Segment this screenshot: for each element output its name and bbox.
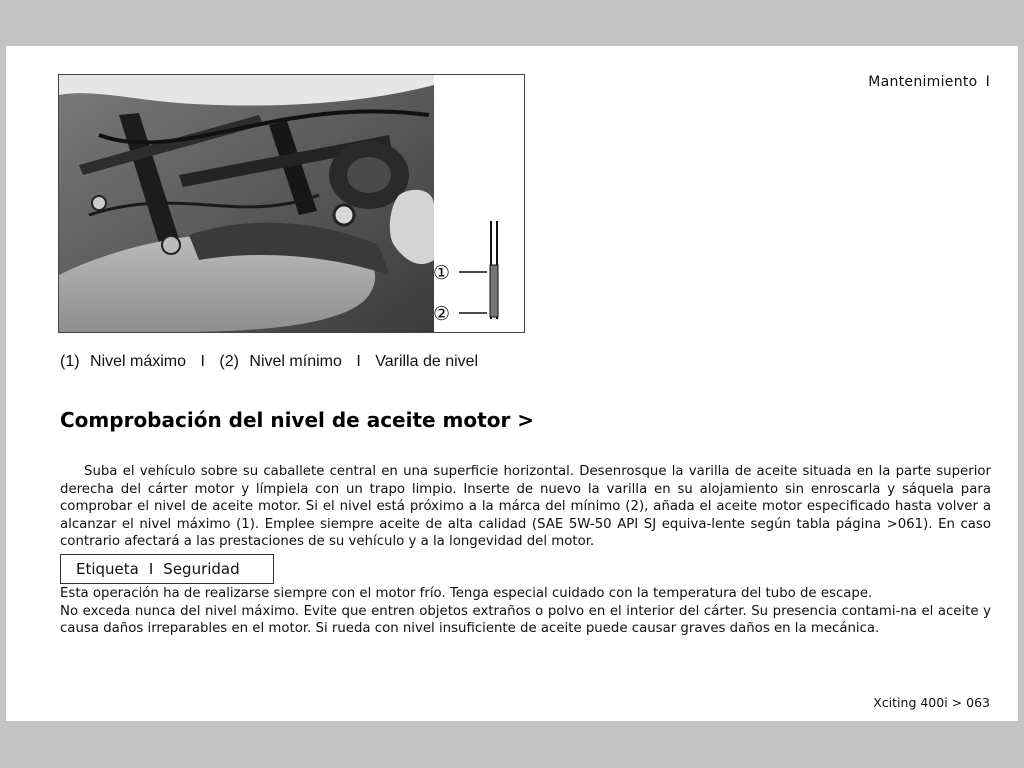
section-heading: Comprobación del nivel de aceite motor > bbox=[60, 408, 535, 432]
manual-page bbox=[6, 46, 1018, 721]
caption-item2-number: (2) bbox=[219, 353, 239, 370]
caption-item3-label: Varilla de nivel bbox=[375, 353, 479, 370]
warning-line-1: Esta operación ha de realizarse siempre con el motor frío. Tenga especial cuidado con la temperatura del tubo de escape. bbox=[60, 586, 873, 601]
engine-photo-figure bbox=[58, 74, 525, 333]
caption-item2-label: Nivel mínimo bbox=[249, 353, 342, 370]
safety-tag-box bbox=[60, 554, 274, 584]
section-title: Mantenimiento bbox=[868, 74, 978, 90]
body-paragraph: Suba el vehículo sobre su caballete central en una superficie horizontal. Desenrosque la varilla de aceite situada en la parte superior derecha del cárter motor y límpiela con un trapo limpio. Inserte de nuevo la varilla en su alojamiento sin enroscarla y sáquela para comprobar el nivel de aceite motor. Si el nivel está próximo a la márca del mínimo (2), añada el aceite motor especificado hasta volver a alcanzar el nivel máximo (1). Emplee siempre aceite de alta calidad (SAE 5W-50 API SJ equiva-lente según tabla página >061). En caso contrario afectará a las prestaciones de su vehículo y a la longevidad del motor. bbox=[60, 464, 991, 550]
figure-caption bbox=[60, 353, 478, 371]
callout-2-label: ② bbox=[433, 303, 451, 325]
caption-separator-1: I bbox=[200, 353, 205, 370]
caption-item1-label: Nivel máximo bbox=[90, 353, 187, 370]
section-header bbox=[868, 74, 990, 90]
page-footer bbox=[873, 695, 990, 710]
header-separator: I bbox=[985, 74, 990, 90]
footer-page-number: 063 bbox=[966, 695, 990, 710]
footer-arrow: > bbox=[951, 695, 963, 710]
callout-1-label: ① bbox=[433, 262, 451, 284]
caption-item1-number: (1) bbox=[60, 353, 80, 370]
footer-model: Xciting 400i bbox=[873, 695, 948, 710]
tag-separator: I bbox=[148, 560, 154, 578]
tag-label-seguridad: Seguridad bbox=[163, 560, 240, 578]
caption-separator-2: I bbox=[356, 353, 361, 370]
engine-photo-illustration bbox=[59, 75, 524, 332]
safety-warning-text bbox=[60, 585, 991, 638]
warning-line-2: No exceda nunca del nivel máximo. Evite que entren objetos extraños o polvo en el interior del cárter. Su presencia contami-na el aceite y causa daños irreparables en el motor. Si rueda con nivel insuficiente de aceite puede causar graves daños en la mecánica. bbox=[60, 603, 991, 637]
tag-label-etiqueta: Etiqueta bbox=[76, 560, 139, 578]
